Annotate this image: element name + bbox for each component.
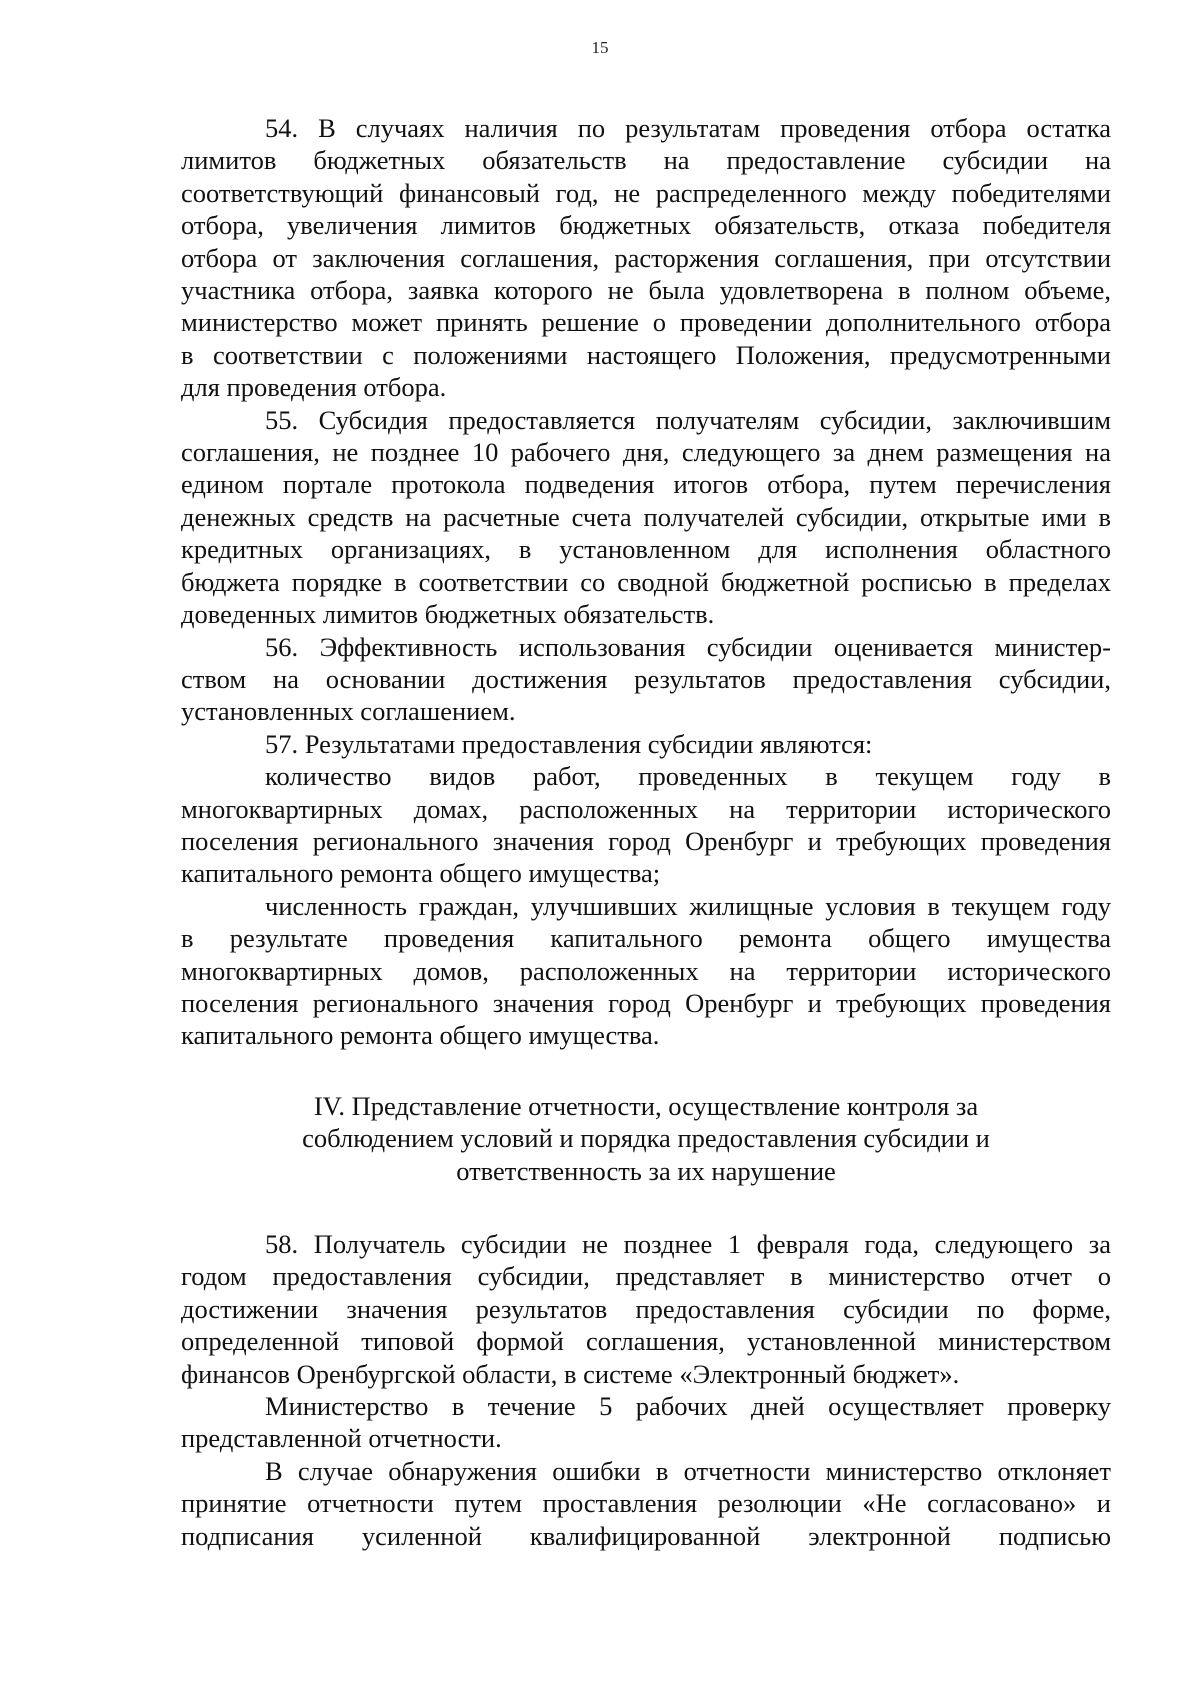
- section-heading: [181, 1090, 1111, 1187]
- section-heading-line: IV. Представление отчетности, осуществление контроля за: [313, 1090, 979, 1121]
- paragraph-58: [181, 1228, 1111, 1390]
- text-line: ством на основании достижения результатов предоставления субсидии,: [181, 663, 1111, 694]
- text-line: 55. Субсидия предоставляется получателям субсидии, заключившим: [265, 404, 1111, 435]
- text-line: достижении значения результатов предоставления субсидии по форме,: [181, 1293, 1111, 1324]
- text-line: многоквартирных домах, расположенных на территории исторического: [181, 793, 1111, 824]
- text-line: многоквартирных домов, расположенных на территории исторического: [181, 955, 1111, 986]
- text-line: определенной типовой формой соглашения, установленной министерством: [181, 1326, 1111, 1357]
- paragraph-57: [181, 728, 1111, 760]
- text-line: Министерство в течение 5 рабочих дней осуществляет проверку: [265, 1391, 1111, 1422]
- text-line: соглашения, не позднее 10 рабочего дня, следующего за днем размещения на: [181, 437, 1111, 468]
- text-line: 57. Результатами предоставления субсидии являются:: [265, 728, 873, 759]
- document-body: [181, 112, 1111, 1552]
- text-line: количество видов работ, проведенных в текущем году в: [265, 761, 1111, 792]
- text-line: лимитов бюджетных обязательств на предоставление субсидии на: [181, 145, 1111, 176]
- text-line: едином портале протокола подведения итогов отбора, путем перечисления: [181, 469, 1111, 500]
- text-line: капитального ремонта общего имущества.: [181, 1020, 660, 1051]
- text-line: для проведения отбора.: [181, 372, 447, 403]
- section-heading-line: соблюдением условий и порядка предоставления субсидии и: [302, 1123, 990, 1154]
- text-line: 58. Получатель субсидии не позднее 1 февраля года, следующего за: [265, 1229, 1111, 1259]
- text-line: капитального ремонта общего имущества;: [181, 858, 661, 889]
- text-line: в соответствии с положениями настоящего Положения, предусмотренными: [181, 339, 1111, 370]
- text-line: финансов Оренбургской области, в системе «Электронный бюджет».: [181, 1358, 960, 1389]
- text-line: участника отбора, заявка которого не была удовлетворена в полном объеме,: [181, 275, 1111, 306]
- text-line: отбора от заключения соглашения, расторжения соглашения, при отсутствии: [181, 242, 1111, 273]
- text-line: представленной отчетности.: [181, 1423, 502, 1454]
- text-line: 54. В случаях наличия по результатам проведения отбора остатка: [265, 113, 1111, 143]
- section-heading-line: ответственность за их нарушение: [456, 1155, 836, 1186]
- paragraph-55: [181, 404, 1111, 631]
- text-line: подписания усиленной квалифицированной электронной подписью: [181, 1520, 1111, 1551]
- paragraph-54: [181, 112, 1111, 404]
- text-line: отбора, увеличения лимитов бюджетных обязательств, отказа победителя: [181, 210, 1111, 241]
- text-line: В случае обнаружения ошибки в отчетности министерство отклоняет: [265, 1455, 1111, 1486]
- text-line: доведенных лимитов бюджетных обязательств.: [181, 599, 715, 630]
- text-line: численность граждан, улучшивших жилищные условия в текущем году: [265, 890, 1111, 921]
- text-line: поселения регионального значения город Оренбург и требующих проведения: [181, 825, 1111, 856]
- text-line: 56. Эффективность использования субсидии оценивается министер-: [265, 631, 1111, 662]
- text-line: соответствующий финансовый год, не распределенного между победителями: [181, 177, 1111, 208]
- paragraph-56: [181, 631, 1111, 728]
- text-line: бюджета порядке в соответствии со сводной бюджетной росписью в пределах: [181, 566, 1111, 597]
- text-line: кредитных организациях, в установленном для исполнения областного: [181, 534, 1111, 565]
- paragraph-ministry-check: [181, 1390, 1111, 1455]
- paragraph-57-item-2: [181, 890, 1111, 1052]
- text-line: установленных соглашением.: [181, 696, 516, 727]
- paragraph-error-handling: [181, 1455, 1111, 1552]
- text-line: в результате проведения капитального ремонта общего имущества: [181, 923, 1111, 954]
- text-line: поселения регионального значения город Оренбург и требующих проведения: [181, 987, 1111, 1018]
- paragraph-57-item-1: [181, 760, 1111, 890]
- page-number: 15: [591, 38, 609, 57]
- text-line: денежных средств на расчетные счета получателей субсидии, открытые ими в: [181, 501, 1111, 532]
- text-line: принятие отчетности путем проставления резолюции «Не согласовано» и: [181, 1488, 1111, 1519]
- text-line: министерство может принять решение о проведении дополнительного отбора: [181, 307, 1111, 338]
- text-line: годом предоставления субсидии, представляет в министерство отчет о: [181, 1261, 1111, 1292]
